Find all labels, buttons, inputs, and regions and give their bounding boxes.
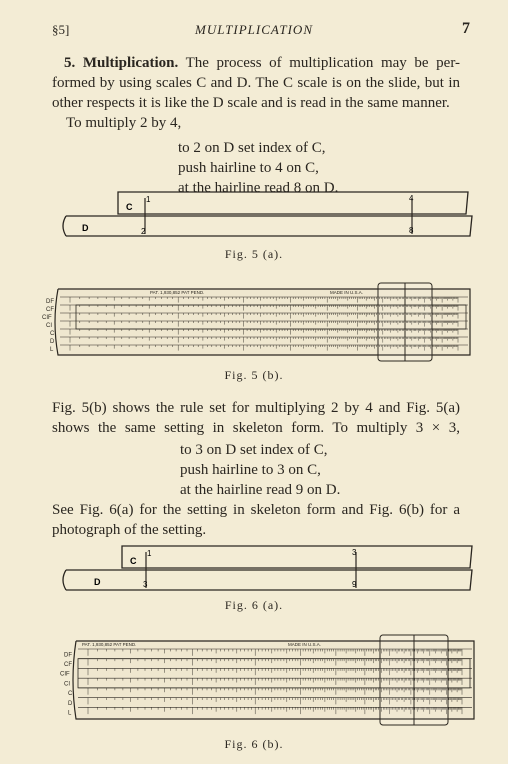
scale-label: CI xyxy=(64,681,70,688)
figure-5a-skeleton xyxy=(0,188,508,248)
scale-label: D xyxy=(68,700,73,707)
fig5a-c-label: C xyxy=(126,202,133,212)
example1-step-2: push hairline to 4 on C, xyxy=(178,160,319,176)
fig5a-d-label: D xyxy=(82,223,89,233)
scale-label: C xyxy=(50,331,55,337)
fig5a-caption: Fig. 5 (a). xyxy=(224,247,284,261)
fig5b-caption: Fig. 5 (b). xyxy=(224,368,284,382)
page-number: 7 xyxy=(462,20,470,37)
body3-line2: photograph of the setting. xyxy=(52,522,207,538)
fig6a-d-mark-1: 3 xyxy=(143,580,148,589)
fig6a-c-label: C xyxy=(130,556,137,566)
example1-lead: To multiply 2 by 4, xyxy=(66,115,182,131)
body3-line1: See Fig. 6(a) for the setting in skeleton form and Fig. 6(b) for a xyxy=(52,502,460,518)
intro-line1: The process of multiplication may be per- xyxy=(185,55,461,71)
intro-line2: formed by using scales C and D. The C scale is on the slide, but in xyxy=(52,75,460,91)
running-title: MULTIPLICATION xyxy=(195,22,313,37)
scale-label: DF xyxy=(64,652,72,659)
fig5a-c-mark: 4 xyxy=(409,194,414,203)
fig6a-c-index: 1 xyxy=(147,549,152,558)
body2-line1: Fig. 5(b) shows the rule set for multiplying 2 by 4 and Fig. 5(a) xyxy=(52,400,460,416)
scale-label: L xyxy=(50,347,54,353)
example2-step-2: push hairline to 3 on C, xyxy=(180,462,321,478)
figure-6a-skeleton xyxy=(0,544,508,594)
figure-5b-photo xyxy=(0,275,508,365)
example1-step-1: to 2 on D set index of C, xyxy=(178,140,326,156)
body-paragraph-3 xyxy=(52,500,460,540)
scale-label: CF xyxy=(46,307,54,313)
example2-steps xyxy=(180,440,340,500)
scale-label: D xyxy=(50,339,55,345)
intro-paragraph xyxy=(52,53,460,113)
section-marker: §5] xyxy=(52,22,70,37)
made-in-text: MADE IN U.S.A. xyxy=(330,290,364,295)
intro-line3: other respects it is like the D scale and is read in the same manner. xyxy=(52,95,450,111)
fig6a-d-mark-2: 9 xyxy=(352,580,357,589)
scale-label: L xyxy=(68,710,72,717)
example1-step-3: at the hairline read 8 on D. xyxy=(178,180,339,196)
figure-6b-photo xyxy=(0,627,508,727)
patent-text: PAT. 1,930,852 PAT PEND. xyxy=(82,642,137,647)
fig5a-c-index: 1 xyxy=(146,195,151,204)
fig6a-caption: Fig. 6 (a). xyxy=(224,598,284,612)
fig5a-d-mark-1: 2 xyxy=(141,227,146,236)
fig6a-d-label: D xyxy=(94,577,101,587)
body2-line2: shows the same setting in skeleton form. To multiply 3 × 3, xyxy=(52,420,460,436)
patent-text: PAT. 1,930,852 PAT PEND. xyxy=(150,290,205,295)
scale-label: CIF xyxy=(42,315,52,321)
fig5a-d-mark-2: 8 xyxy=(409,226,414,235)
scale-label: CF xyxy=(64,662,72,668)
scale-label: DF xyxy=(46,299,54,305)
made-in-text: MADE IN U.S.A. xyxy=(288,642,322,647)
fig6b-caption: Fig. 6 (b). xyxy=(224,737,284,751)
fig6a-c-mark: 3 xyxy=(352,548,357,557)
scale-label: C xyxy=(68,691,73,698)
section-heading: 5. Multiplication. xyxy=(64,55,179,71)
scale-label: CI xyxy=(46,323,52,329)
example2-step-3: at the hairline read 9 on D. xyxy=(180,482,341,498)
scale-label: CIF xyxy=(60,671,70,678)
example2-step-1: to 3 on D set index of C, xyxy=(180,442,328,458)
body-paragraph-2 xyxy=(52,398,460,438)
